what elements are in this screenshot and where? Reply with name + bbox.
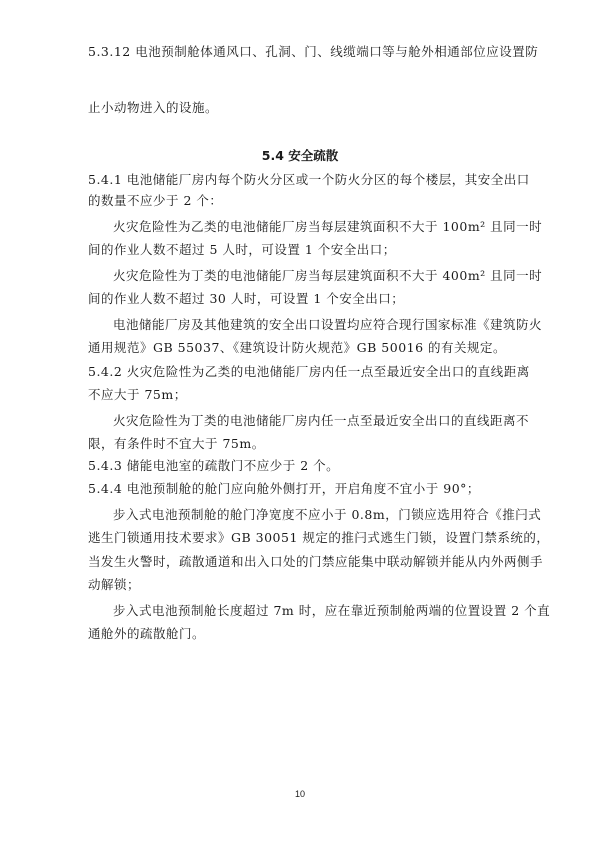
clause-5-4-4-line-1: 5.4.4 电池预制舱的舱门应向舱外侧打开，开启角度不宜小于 90°； [88,481,480,496]
page-number: 10 [294,789,305,799]
clause-5-4-1-line-8: 通用规范》GB 55037、《建筑设计防火规范》GB 50016 的有关规定。 [88,340,507,355]
clause-5-4-1-line-7: 电池储能厂房及其他建筑的安全出口设置均应符合现行国家标准《建筑防火 [113,317,543,332]
clause-5-3-12-line-1: 5.3.12 电池预制舱体通风口、孔洞、门、线缆端口等与舱外相通部位应设置防 [88,44,539,59]
clause-5-4-1-line-4: 间的作业人数不超过 5 人时，可设置 1 个安全出口； [88,242,396,257]
clause-5-4-4-line-6: 步入式电池预制舱长度超过 7m 时，应在靠近预制舱两端的位置设置 2 个直 [113,603,551,618]
clause-5-3-12-line-2: 止小动物进入的设施。 [88,100,219,115]
clause-5-4-4-line-4: 当发生火警时，疏散通道和出入口处的门禁应能集中联动解锁并能从内外两侧手 [88,554,544,569]
clause-5-4-2-line-2: 不应大于 75m； [88,387,187,402]
clause-5-4-2-line-3: 火灾危险性为丁类的电池储能厂房内任一点至最近安全出口的直线距离不 [113,413,530,428]
clause-5-4-1-line-2: 的数量不应少于 2 个： [88,193,223,208]
clause-5-4-2-line-4: 限，有条件时不宜大于 75m。 [88,436,265,451]
clause-5-4-4-line-2: 步入式电池预制舱的舱门净宽度不应小于 0.8m，门锁应选用符合《推闩式 [113,507,542,522]
clause-5-4-1-line-5: 火灾危险性为丁类的电池储能厂房当每层建筑面积不大于 400m² 且同一时 [113,268,543,283]
clause-5-4-1-line-3: 火灾危险性为乙类的电池储能厂房当每层建筑面积不大于 100m² 且同一时 [113,219,543,234]
clause-5-4-1-line-6: 间的作业人数不超过 30 人时，可设置 1 个安全出口； [88,291,405,306]
clause-5-4-4-line-5: 动解锁； [88,577,141,592]
clause-5-4-2-line-1: 5.4.2 火灾危险性为乙类的电池储能厂房内任一点至最近安全出口的直线距离 [88,364,530,379]
clause-5-4-1-line-1: 5.4.1 电池储能厂房内每个防火分区或一个防火分区的每个楼层，其安全出口 [88,172,530,187]
clause-5-4-3-line-1: 5.4.3 储能电池室的疏散门不应少于 2 个。 [88,458,340,473]
clause-5-4-4-line-7: 通舱外的疏散舱门。 [88,626,206,641]
section-title: 5.4 安全疏散 [261,148,339,163]
clause-5-4-4-line-3: 逃生门锁通用技术要求》GB 30051 规定的推闩式逃生门锁，设置门禁系统的， [88,530,550,545]
